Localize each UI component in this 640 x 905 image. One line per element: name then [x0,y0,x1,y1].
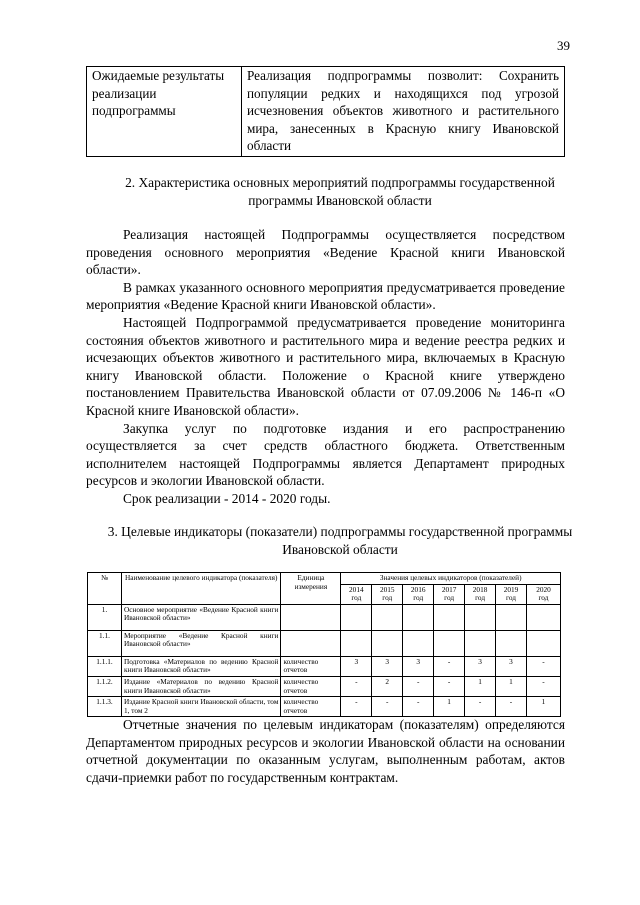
row-value [403,604,434,630]
table-header-row [88,573,561,585]
section-2-body [86,226,565,508]
row-unit: количество отчетов [281,656,341,676]
row-num: 1.1.1. [88,656,122,676]
row-value: 3 [403,656,434,676]
row-indicator-name: Издание «Материалов по ведению Красной книги Ивановской области» [121,676,281,696]
page-number: 39 [557,38,570,53]
row-value [341,604,372,630]
year-header: 2014 год [341,584,372,604]
section-2-paragraph: Настоящей Подпрограммой предусматривается проведение мониторинга состояния объектов животного и растительного мира и ведение реестра редких и исчезающих объектов животного и растительного мира, включаемых в Красную книгу Ивановской области. Положение о Красной книге утверждено постановлением Правительства Ивановской области от 07.09.2006 № 146-п «О Красной книге Ивановской области». [86,314,565,418]
header-unit: Единица измерения [281,573,341,605]
row-value [372,630,403,656]
row-value: - [341,697,372,717]
year-header: 2017 год [434,584,465,604]
year-header: 2016 год [403,584,434,604]
row-value [434,630,465,656]
row-unit: количество отчетов [281,676,341,696]
expected-results-row [87,67,565,157]
row-value [372,604,403,630]
row-value: 3 [372,656,403,676]
row-value: 3 [465,656,496,676]
section-2-paragraph: Закупка услуг по подготовке издания и его распространению осуществляется за счет средств областного бюджета. Ответственным исполнителем настоящей Подпрограммы является Департамент природных ресурсов и экологии Ивановской области. [86,420,565,489]
row-value [403,630,434,656]
row-value: - [526,676,560,696]
row-value [465,630,496,656]
year-header: 2015 год [372,584,403,604]
row-value [341,630,372,656]
row-value: 3 [341,656,372,676]
year-header: 2020 год [526,584,560,604]
row-value: - [403,697,434,717]
row-value: - [403,676,434,696]
row-indicator-name: Мероприятие «Ведение Красной книги Ивановской области» [121,630,281,656]
row-num: 1. [88,604,122,630]
row-unit: количество отчетов [281,697,341,717]
row-value: - [434,656,465,676]
header-num: № [88,573,122,605]
row-unit [281,604,341,630]
section-2-paragraph: Реализация настоящей Подпрограммы осуществляется посредством проведения основного мероприятия «Ведение Красной книги Ивановской области». [86,227,565,278]
row-value: 1 [526,697,560,717]
row-value: - [465,697,496,717]
table-row [88,630,561,656]
row-value: 1 [465,676,496,696]
row-value: - [526,656,560,676]
table-row [88,676,561,696]
expected-results-text: Реализация подпрограммы позволит: Сохранить популяции редких и находящихся под угрозой исчезновения объектов животного и растительного мира, занесенных в Красную книгу Ивановской области [242,67,565,157]
row-value [526,604,560,630]
header-values: Значения целевых индикаторов (показателей) [341,573,561,585]
indicators-table [87,572,561,717]
closing-paragraph-block [86,716,565,786]
section-3-heading: 3. Целевые индикаторы (показатели) подпрограммы государственной программы Ивановской области [107,524,573,557]
row-indicator-name: Основное мероприятие «Ведение Красной книги Ивановской области» [121,604,281,630]
table-row [88,697,561,717]
header-indicator-name: Наименование целевого индикатора (показателя) [121,573,281,605]
table-row [88,604,561,630]
row-unit [281,630,341,656]
row-value [496,630,527,656]
row-num: 1.1.2. [88,676,122,696]
row-value [465,604,496,630]
row-value: - [434,676,465,696]
row-value: - [341,676,372,696]
row-value: 2 [372,676,403,696]
row-indicator-name: Издание Красной книги Ивановской области, том 1, том 2 [121,697,281,717]
row-num: 1.1.3. [88,697,122,717]
row-value [496,604,527,630]
row-value: - [496,697,527,717]
expected-results-table [86,66,565,157]
section-2-paragraph: В рамках указанного основного мероприятия предусматривается проведение мероприятия «Ведение Красной книги Ивановской области». [86,279,565,313]
closing-paragraph: Отчетные значения по целевым индикаторам (показателям) определяются Департаментом природных ресурсов и экологии Ивановской области на основании отчетной документации по оказанным услугам, выполненным работам, актов сдачи-приемки работ по государственным контрактам. [86,717,565,785]
row-value [434,604,465,630]
section-2-paragraph: Срок реализации - 2014 - 2020 годы. [123,490,331,506]
row-num: 1.1. [88,630,122,656]
year-header: 2018 год [465,584,496,604]
row-value: 3 [496,656,527,676]
row-value: 1 [434,697,465,717]
year-header: 2019 год [496,584,527,604]
row-indicator-name: Подготовка «Материалов по ведению Красной книги Ивановской области» [121,656,281,676]
table-row [88,656,561,676]
row-value: - [372,697,403,717]
row-value: 1 [496,676,527,696]
row-value [526,630,560,656]
expected-results-label: Ожидаемые результаты реализации подпрограммы [87,67,242,157]
section-2-heading: 2. Характеристика основных мероприятий подпрограммы государственной программы Ивановской области [125,175,555,208]
